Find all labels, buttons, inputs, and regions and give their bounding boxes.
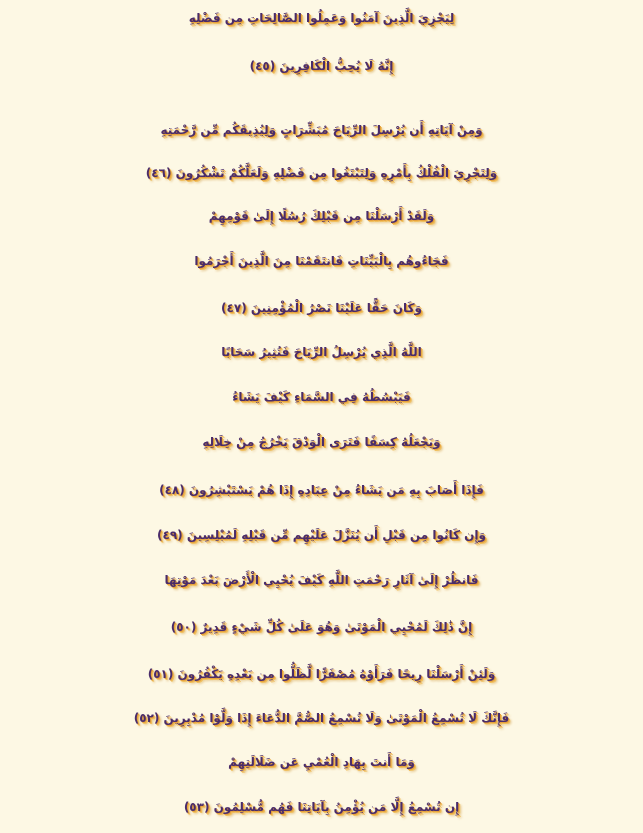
- verse-line-8: اللَّهُ الَّذِي يُرْسِلُ الرِّيَاحَ فَتُثِيرُ سَحَابًا: [221, 345, 422, 359]
- verse-line-7: وَكَانَ حَقًّا عَلَيْنَا نَصْرُ الْمُؤْمِنِينَ (٤٧): [221, 301, 422, 315]
- verse-line-10: وَيَجْعَلُهُ كِسَفًا فَتَرَى الْوَدْقَ يَخْرُجُ مِنْ خِلَالِهِ: [202, 435, 441, 449]
- verse-line-12: وَإِن كَانُوا مِن قَبْلِ أَن يُنَزَّلَ عَلَيْهِم مِّن قَبْلِهِ لَمُبْلِسِينَ (٤٩): [157, 528, 486, 542]
- verse-line-2: إِنَّهُ لَا يُحِبُّ الْكَافِرِينَ (٤٥): [249, 59, 394, 73]
- verse-line-17: وَمَا أَنتَ بِهَادِ الْعُمْيِ عَن ضَلَالَتِهِمْ: [228, 755, 415, 769]
- verse-line-16: فَإِنَّكَ لَا تُسْمِعُ الْمَوْتَىٰ وَلَا تُسْمِعُ الصُّمَّ الدُّعَاءَ إِذَا وَلَّوْا مُدْبِرِينَ (٥٢): [133, 711, 510, 725]
- verse-line-4: وَلِتَجْرِيَ الْفُلْكُ بِأَمْرِهِ وَلِتَبْتَغُوا مِن فَضْلِهِ وَلَعَلَّكُمْ تَشْكُرُونَ (٤٦): [145, 166, 498, 180]
- verse-line-15: وَلَئِنْ أَرْسَلْنَا رِيحًا فَرَأَوْهُ مُصْفَرًّا لَّظَلُّوا مِن بَعْدِهِ يَكْفُرُونَ (٥١): [147, 667, 496, 681]
- verse-line-9: فَيَبْسُطُهُ فِي السَّمَاءِ كَيْفَ يَشَاءُ: [232, 390, 411, 404]
- verse-line-14: إِنَّ ذَٰلِكَ لَمُحْيِي الْمَوْتَىٰ وَهُوَ عَلَىٰ كُلِّ شَيْءٍ قَدِيرٌ (٥٠): [170, 620, 473, 634]
- verse-line-6: فَجَاءُوهُم بِالْبَيِّنَاتِ فَانتَقَمْنَا مِنَ الَّذِينَ أَجْرَمُوا: [194, 254, 449, 268]
- verse-line-1: لِيَجْزِيَ الَّذِينَ آمَنُوا وَعَمِلُوا الصَّالِحَاتِ مِن فَضْلِهِ: [188, 11, 455, 25]
- verse-line-5: وَلَقَدْ أَرْسَلْنَا مِن قَبْلِكَ رُسُلًا إِلَىٰ قَوْمِهِمْ: [208, 209, 435, 223]
- verse-line-3: وَمِنْ آيَاتِهِ أَن يُرْسِلَ الرِّيَاحَ مُبَشِّرَاتٍ وَلِيُذِيقَكُم مِّن رَّحْمَتِهِ: [160, 123, 483, 137]
- verse-line-13: فَانظُرْ إِلَىٰ آثَارِ رَحْمَتِ اللَّهِ كَيْفَ يُحْيِي الْأَرْضَ بَعْدَ مَوْتِهَا: [164, 573, 479, 587]
- verse-line-18: إِن تُسْمِعُ إِلَّا مَن يُؤْمِنُ بِآيَاتِنَا فَهُم مُّسْلِمُونَ (٥٣): [183, 800, 460, 814]
- verse-line-11: فَإِذَا أَصَابَ بِهِ مَن يَشَاءُ مِنْ عِبَادِهِ إِذَا هُمْ يَسْتَبْشِرُونَ (٤٨): [159, 483, 484, 497]
